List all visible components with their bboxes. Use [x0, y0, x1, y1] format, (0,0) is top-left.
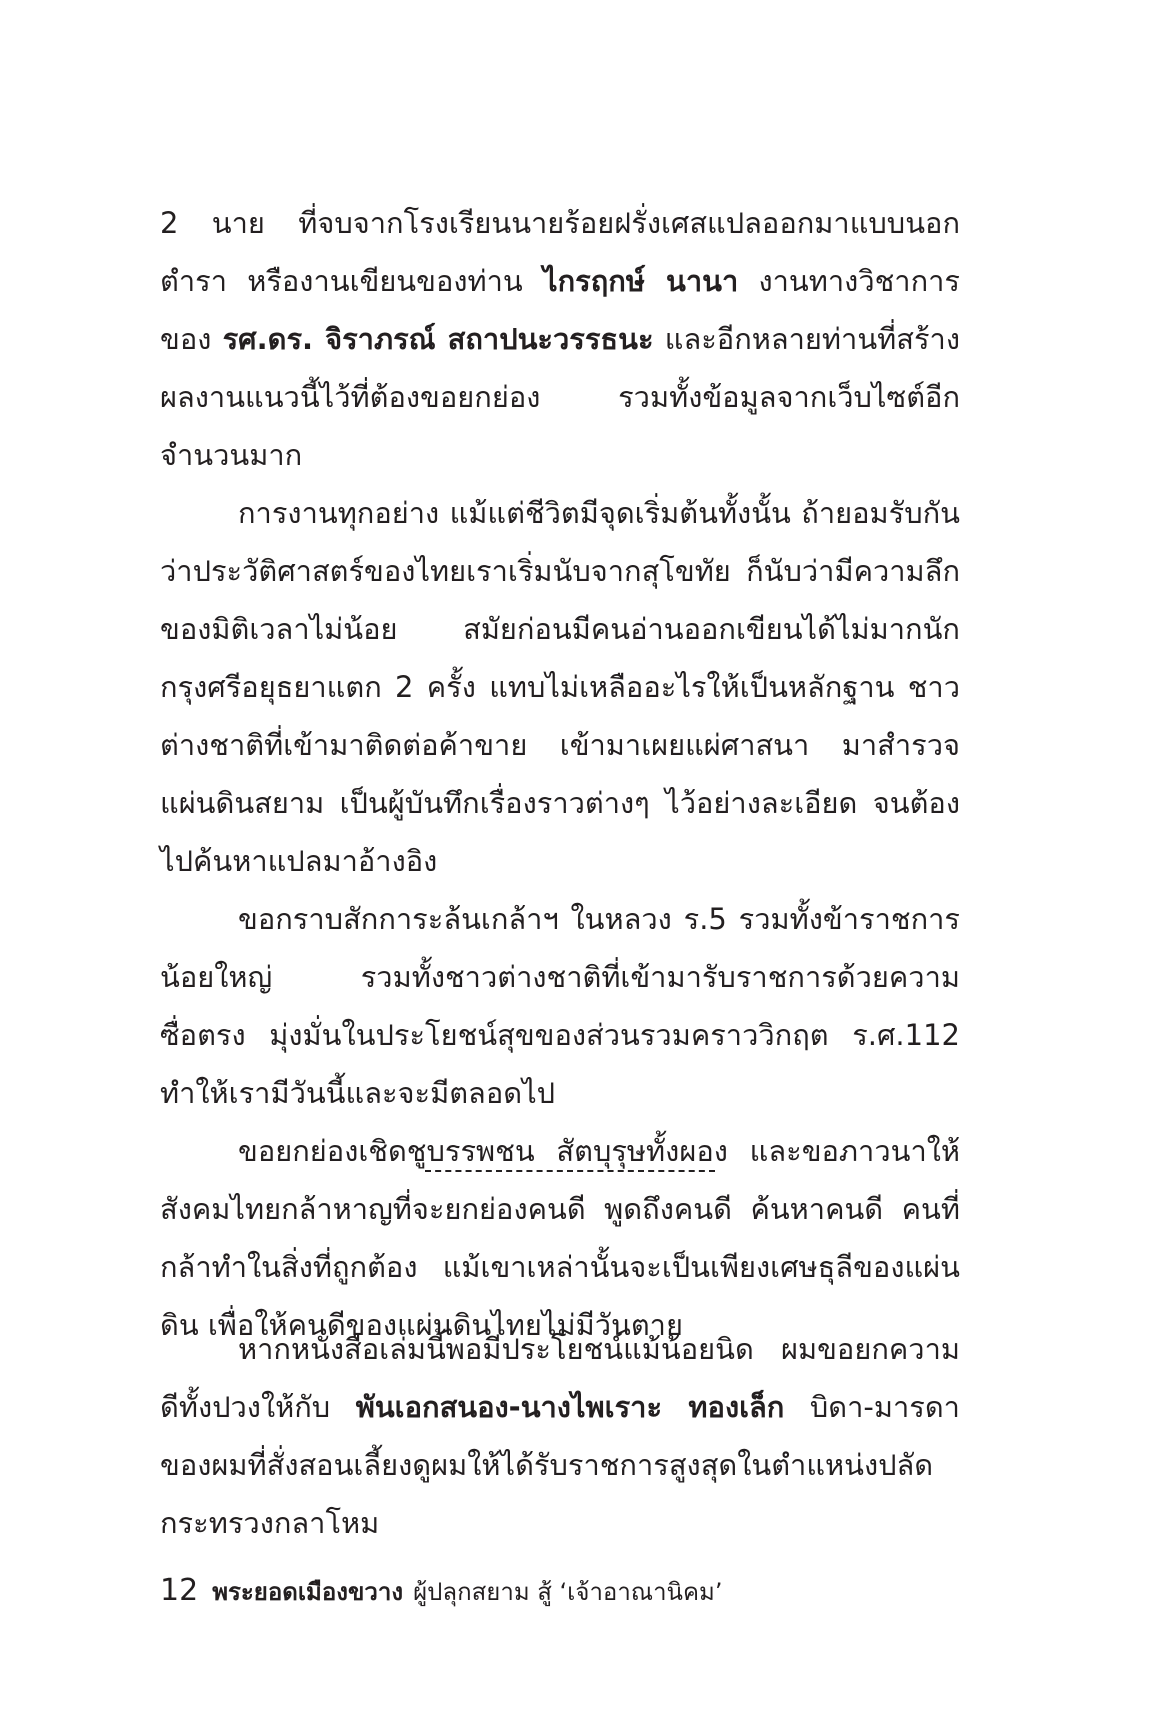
- dedication-text: [160, 1320, 960, 1552]
- paragraph-text: 2 นาย ที่จบจากโรงเรียนนายร้อยฝรั่งเศสแปลออกมาแบบนอกตำรา หรืองานเขียนของท่าน: [160, 206, 960, 298]
- paragraph-acknowledgements: [160, 194, 960, 484]
- page-number: 12: [160, 1573, 199, 1608]
- paragraph-homage: ขอกราบสักการะล้นเกล้าฯ ในหลวง ร.5 รวมทั้งข้าราชการน้อยใหญ่ รวมทั้งชาวต่างชาติที่เข้ามารับราชการด้วยความซื่อตรง มุ่งมั่นในประโยชน์สุขของส่วนรวมคราววิกฤต ร.ศ.112 ทำให้เรามีวันนี้และจะมีตลอดไป: [160, 902, 960, 1110]
- book-subtitle: ผู้ปลุกสยาม สู้ ‘เจ้าอาณานิคม’: [413, 1578, 723, 1606]
- paragraph-text: หากหนังสือเล่มนี้พอมีประโยชน์แม้น้อยนิด ผมขอยกความดีทั้งปวงให้กับ: [160, 1332, 960, 1424]
- paragraph-history: การงานทุกอย่าง แม้แต่ชีวิตมีจุดเริ่มต้นทั้งนั้น ถ้ายอมรับกันว่าประวัติศาสตร์ของไทยเราเริ่มนับจากสุโขทัย ก็นับว่ามีความลึกของมิติเวลาไม่น้อย สมัยก่อนมีคนอ่านออกเขียนได้ไม่มากนัก กรุงศรีอยุธยาแตก 2 ครั้ง แทบไม่เหลืออะไรให้เป็นหลักฐาน ชาวต่างชาติที่เข้ามาติดต่อค้าขาย เข้ามาเผยแผ่ศาสนา มาสำรวจแผ่นดินสยาม เป็นผู้บันทึกเรื่องราวต่างๆ ไว้อย่างละเอียด จนต้องไปค้นหาแปลมาอ้างอิง: [160, 496, 960, 878]
- paragraph-text: บิดา-มารดาของผมที่สั่งสอนเลี้ยงดูผมให้ได้รับราชการสูงสุดในตำแหน่งปลัดกระทรวงกลาโหม: [160, 1390, 960, 1540]
- paragraph-text: งานทางวิชาการของ: [160, 264, 960, 356]
- main-body-text: [160, 194, 960, 1354]
- book-page: [160, 0, 960, 1733]
- parents-names: พันเอกสนอง-นางไพเราะ ทองเล็ก: [355, 1390, 785, 1424]
- book-title: พระยอดเมืองขวาง: [212, 1578, 404, 1606]
- section-separator: [425, 1170, 715, 1172]
- paragraph-dedication: [160, 1320, 960, 1552]
- page-footer: [160, 1574, 722, 1609]
- paragraph-text: และอีกหลายท่านที่สร้างผลงานแนวนี้ไว้ที่ต้องขอยกย่อง รวมทั้งข้อมูลจากเว็บไซต์อีกจำนวนมาก: [160, 322, 960, 472]
- paragraph-honor: ขอยกย่องเชิดชูบรรพชน สัตบุรุษทั้งผอง และขอภาวนาให้สังคมไทยกล้าหาญที่จะยกย่องคนดี พูดถึงคนดี ค้นหาคนดี คนที่กล้าทำในสิ่งที่ถูกต้อง แม้เขาเหล่านั้นจะเป็นเพียงเศษธุลีของแผ่นดิน เพื่อให้คนดีของแผ่นดินไทยไม่มีวันตาย: [160, 1134, 960, 1342]
- author-name-jiraporn: รศ.ดร. จิราภรณ์ สถาปนะวรรธนะ: [222, 322, 654, 356]
- author-name-kraireuk: ไกรฤกษ์ นานา: [542, 264, 739, 298]
